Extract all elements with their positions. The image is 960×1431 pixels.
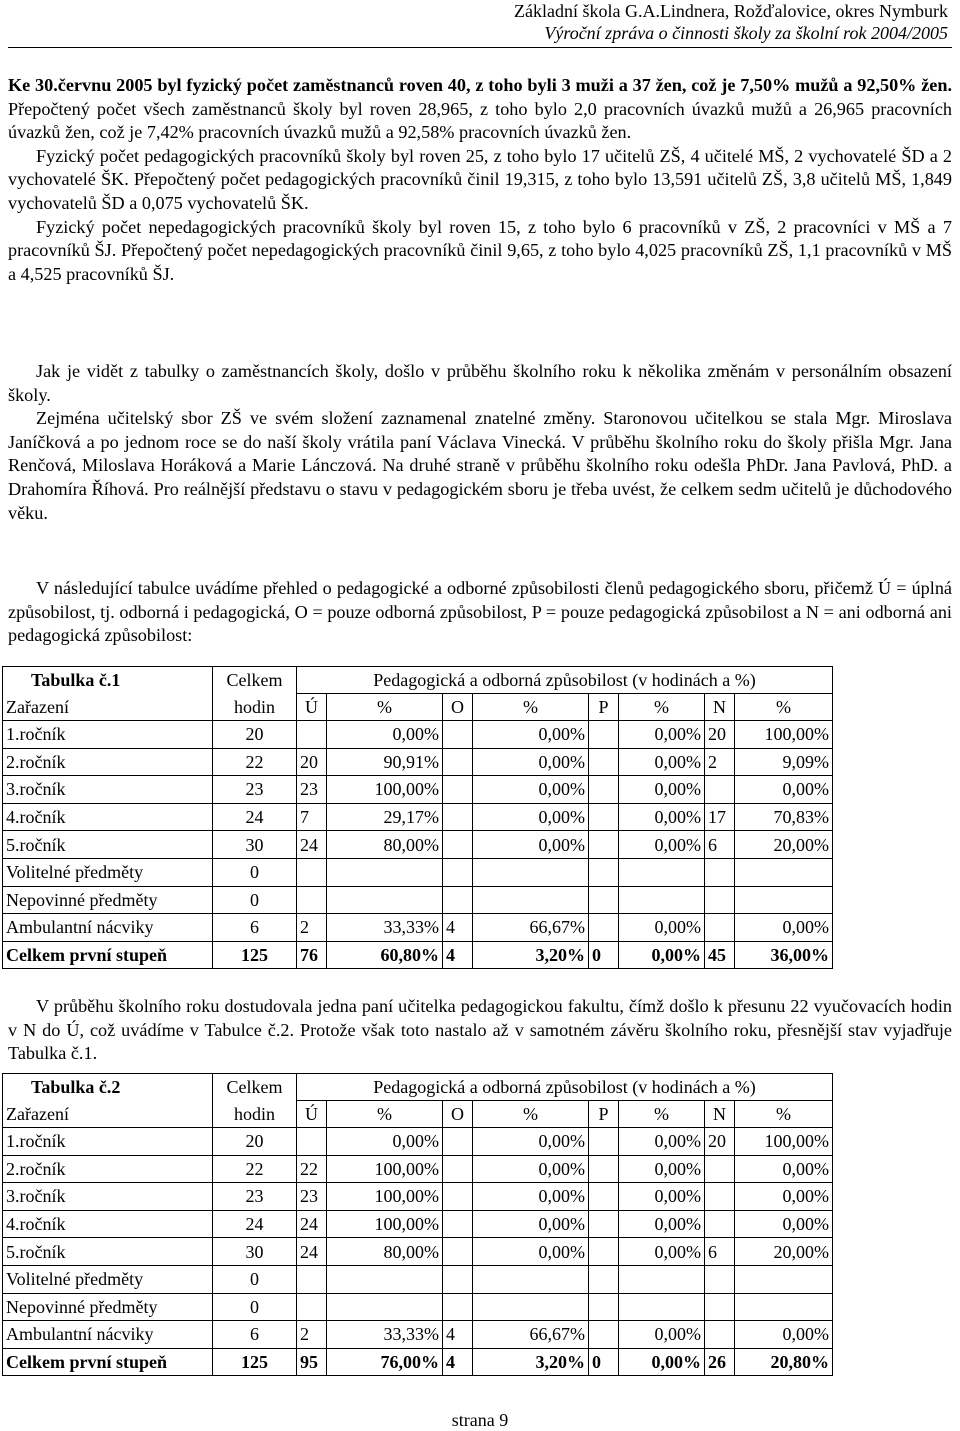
row-label: Volitelné předměty bbox=[3, 1265, 213, 1293]
table-cell: 100,00% bbox=[735, 721, 833, 749]
table-cell: 0,00% bbox=[327, 1128, 443, 1156]
table-cell: 0,00% bbox=[473, 721, 589, 749]
table-cell bbox=[619, 1265, 705, 1293]
table-cell: 0,00% bbox=[619, 803, 705, 831]
table-cell bbox=[443, 1183, 473, 1211]
table-cell: 0,00% bbox=[473, 1210, 589, 1238]
table-row bbox=[3, 1210, 833, 1238]
header-divider bbox=[8, 47, 952, 48]
row-label: Ambulantní nácviky bbox=[3, 914, 213, 942]
table-cell bbox=[589, 1183, 619, 1211]
table-cell: 0,00% bbox=[473, 1128, 589, 1156]
table-total-row bbox=[3, 1348, 833, 1376]
header-celkem: Celkem bbox=[213, 667, 297, 694]
table-cell: 0 bbox=[213, 886, 297, 914]
table-cell bbox=[443, 721, 473, 749]
table-qualification-2 bbox=[2, 1073, 833, 1376]
table-row bbox=[3, 748, 833, 776]
header-o: O bbox=[443, 694, 473, 721]
table-cell: 0,00% bbox=[735, 1183, 833, 1211]
header-hodin: hodin bbox=[213, 1101, 297, 1128]
table-cell: 0,00% bbox=[473, 1183, 589, 1211]
table-cell: 0,00% bbox=[619, 1128, 705, 1156]
table-cell: 29,17% bbox=[327, 803, 443, 831]
table-cell bbox=[297, 858, 327, 886]
table-row bbox=[3, 1265, 833, 1293]
table-cell: 100,00% bbox=[735, 1128, 833, 1156]
table-cell bbox=[443, 858, 473, 886]
table-cell bbox=[705, 1265, 735, 1293]
table-cell bbox=[443, 1155, 473, 1183]
table-cell: 24 bbox=[213, 1210, 297, 1238]
paragraph-personnel-changes: Jak je vidět z tabulky o zaměstnancích školy, došlo v průběhu školního roku k několika změnám v personálním obsazení školy. bbox=[8, 361, 952, 405]
table-cell: 0,00% bbox=[619, 941, 705, 969]
table-row bbox=[3, 721, 833, 749]
paragraph-staff-count bbox=[8, 74, 952, 145]
header-percent: % bbox=[735, 1101, 833, 1128]
table-cell bbox=[619, 1293, 705, 1321]
header-o: O bbox=[443, 1101, 473, 1128]
table-cell bbox=[589, 1128, 619, 1156]
table-cell bbox=[705, 858, 735, 886]
table-cell: 0,00% bbox=[619, 1183, 705, 1211]
table-cell: 20 bbox=[297, 748, 327, 776]
table-cell: 0,00% bbox=[619, 748, 705, 776]
header-u: Ú bbox=[297, 694, 327, 721]
table-cell bbox=[443, 1238, 473, 1266]
table-cell: 90,91% bbox=[327, 748, 443, 776]
paragraph-qualification-legend: V následující tabulce uvádíme přehled o pedagogické a odborné způsobilosti členů pedagogického sboru, přičemž Ú = úplná způsobilost, tj. odborná i pedagogická, O = pouze odborná způsobilost, P = pouze pedagogická způsobilost a N = ani odborná ani pedagogická způsobilost: bbox=[8, 578, 952, 646]
table-cell: 20,80% bbox=[735, 1348, 833, 1376]
table-cell: 125 bbox=[213, 941, 297, 969]
transfer-section bbox=[8, 995, 952, 1066]
table-cell: 45 bbox=[705, 941, 735, 969]
table-cell: 0,00% bbox=[473, 831, 589, 859]
table-cell: 0,00% bbox=[619, 1348, 705, 1376]
table-cell: 80,00% bbox=[327, 831, 443, 859]
table-cell: 0,00% bbox=[473, 748, 589, 776]
row-label: Volitelné předměty bbox=[3, 858, 213, 886]
table-cell: 0,00% bbox=[619, 1210, 705, 1238]
table-cell: 23 bbox=[297, 776, 327, 804]
table-cell: 76 bbox=[297, 941, 327, 969]
table-row bbox=[3, 1128, 833, 1156]
header-percent: % bbox=[327, 1101, 443, 1128]
table-cell: 6 bbox=[705, 831, 735, 859]
table-cell: 6 bbox=[213, 1321, 297, 1349]
table-cell bbox=[297, 1265, 327, 1293]
table-cell: 33,33% bbox=[327, 914, 443, 942]
header-n: N bbox=[705, 1101, 735, 1128]
table-cell bbox=[589, 1321, 619, 1349]
table-cell: 0,00% bbox=[473, 1238, 589, 1266]
row-label: 4.ročník bbox=[3, 1210, 213, 1238]
table-cell bbox=[443, 1210, 473, 1238]
table-cell: 3,20% bbox=[473, 941, 589, 969]
table-cell bbox=[589, 776, 619, 804]
table-cell bbox=[735, 858, 833, 886]
table-cell: 23 bbox=[297, 1183, 327, 1211]
page-header bbox=[348, 0, 948, 44]
table-cell: 24 bbox=[297, 831, 327, 859]
table-cell bbox=[443, 776, 473, 804]
header-school-name: Základní škola G.A.Lindnera, Rožďalovice, okres Nymburk bbox=[513, 1, 948, 21]
qualification-intro bbox=[8, 577, 952, 648]
table-cell bbox=[705, 1210, 735, 1238]
table-cell: 3,20% bbox=[473, 1348, 589, 1376]
table-cell bbox=[705, 1155, 735, 1183]
row-label: 1.ročník bbox=[3, 1128, 213, 1156]
table-subheader-row bbox=[3, 694, 833, 721]
table-cell: 66,67% bbox=[473, 914, 589, 942]
header-p: P bbox=[589, 694, 619, 721]
table-cell bbox=[589, 803, 619, 831]
table-cell bbox=[327, 886, 443, 914]
table-cell: 7 bbox=[297, 803, 327, 831]
table-cell bbox=[443, 1128, 473, 1156]
table-cell: 20 bbox=[213, 721, 297, 749]
table-cell: 20,00% bbox=[735, 831, 833, 859]
table-cell: 0 bbox=[213, 858, 297, 886]
header-n: N bbox=[705, 694, 735, 721]
row-label: 2.ročník bbox=[3, 748, 213, 776]
table-cell: 0,00% bbox=[735, 914, 833, 942]
table-cell: 0 bbox=[213, 1265, 297, 1293]
header-zarazeni: Zařazení bbox=[3, 694, 213, 721]
table-cell: 0 bbox=[589, 941, 619, 969]
table-title: Tabulka č.1 bbox=[3, 667, 213, 694]
table-cell bbox=[589, 1238, 619, 1266]
table-cell: 80,00% bbox=[327, 1238, 443, 1266]
paragraph-hours-transfer: V průběhu školního roku dostudovala jedna paní učitelka pedagogickou fakultu, čímž došlo k přesunu 22 vyučovacích hodin v N do Ú, což uvádíme v Tabulce č.2. Protože však toto nastalo až v samotném závěru školního roku, přesnější stav vyjadřuje Tabulka č.1. bbox=[8, 996, 952, 1064]
table-cell bbox=[297, 1128, 327, 1156]
table-cell: 6 bbox=[213, 914, 297, 942]
header-qualification-group: Pedagogická a odborná způsobilost (v hodinách a %) bbox=[297, 1074, 833, 1101]
table-cell: 0,00% bbox=[735, 776, 833, 804]
table-cell bbox=[619, 858, 705, 886]
header-qualification-group: Pedagogická a odborná způsobilost (v hodinách a %) bbox=[297, 667, 833, 694]
table-cell: 100,00% bbox=[327, 1183, 443, 1211]
header-percent: % bbox=[327, 694, 443, 721]
table-cell bbox=[443, 1265, 473, 1293]
table-cell: 70,83% bbox=[735, 803, 833, 831]
table-cell: 20 bbox=[213, 1128, 297, 1156]
header-hodin: hodin bbox=[213, 694, 297, 721]
table-cell: 4 bbox=[443, 914, 473, 942]
table-cell: 26 bbox=[705, 1348, 735, 1376]
header-percent: % bbox=[735, 694, 833, 721]
table-cell bbox=[473, 1293, 589, 1321]
table-cell: 4 bbox=[443, 1348, 473, 1376]
table-row bbox=[3, 1293, 833, 1321]
table-cell bbox=[735, 1265, 833, 1293]
table-cell: 76,00% bbox=[327, 1348, 443, 1376]
table-row bbox=[3, 858, 833, 886]
table-cell: 22 bbox=[213, 748, 297, 776]
table-cell bbox=[705, 886, 735, 914]
table-cell: 60,80% bbox=[327, 941, 443, 969]
row-label: 4.ročník bbox=[3, 803, 213, 831]
paragraph-teacher-changes: Zejména učitelský sbor ZŠ ve svém složení zaznamenal znatelné změny. Staronovou učitelkou se stala Mgr. Miroslava Janíčková a po jednom roce se do naší školy vrátila paní Václava Vinecká. V průběhu školního roku do školy přišla Mgr. Jana Renčová, Miloslava Horáková a Marie Lánczová. Na druhé straně v průběhu školního roku odešla PhDr. Jana Pavlová, PhD. a Drahomíra Říhová. Pro reálnější představu o stavu v pedagogickém sboru je třeba uvést, že celkem sedm učitelů je důchodového věku. bbox=[8, 408, 952, 523]
row-label: 2.ročník bbox=[3, 1155, 213, 1183]
table-row bbox=[3, 1183, 833, 1211]
table-cell: 24 bbox=[297, 1210, 327, 1238]
table-cell: 23 bbox=[213, 1183, 297, 1211]
table-cell: 2 bbox=[297, 1321, 327, 1349]
table-cell: 30 bbox=[213, 831, 297, 859]
table-cell bbox=[589, 831, 619, 859]
table-cell: 2 bbox=[705, 748, 735, 776]
row-label: 3.ročník bbox=[3, 1183, 213, 1211]
table-header-row bbox=[3, 1074, 833, 1101]
table-cell bbox=[589, 886, 619, 914]
table-cell: 24 bbox=[213, 803, 297, 831]
row-label: Celkem první stupeň bbox=[3, 941, 213, 969]
row-label: 5.ročník bbox=[3, 831, 213, 859]
table-cell: 20,00% bbox=[735, 1238, 833, 1266]
table-cell: 22 bbox=[297, 1155, 327, 1183]
table-cell bbox=[443, 886, 473, 914]
table-cell bbox=[705, 1293, 735, 1321]
table-cell bbox=[589, 914, 619, 942]
table-cell bbox=[589, 1265, 619, 1293]
table-cell: 100,00% bbox=[327, 1155, 443, 1183]
table-row bbox=[3, 1155, 833, 1183]
table-row bbox=[3, 831, 833, 859]
table-cell bbox=[735, 886, 833, 914]
table-cell: 24 bbox=[297, 1238, 327, 1266]
table-cell: 9,09% bbox=[735, 748, 833, 776]
row-label: Ambulantní nácviky bbox=[3, 1321, 213, 1349]
table-cell: 0,00% bbox=[619, 1155, 705, 1183]
table-cell: 100,00% bbox=[327, 1210, 443, 1238]
table-cell bbox=[589, 858, 619, 886]
table-cell: 0,00% bbox=[619, 831, 705, 859]
table-cell: 33,33% bbox=[327, 1321, 443, 1349]
table-cell bbox=[473, 1265, 589, 1293]
table-cell bbox=[327, 1265, 443, 1293]
table-cell bbox=[589, 748, 619, 776]
table-cell: 0,00% bbox=[473, 776, 589, 804]
table-cell: 0,00% bbox=[327, 721, 443, 749]
table-cell: 30 bbox=[213, 1238, 297, 1266]
table-cell bbox=[473, 886, 589, 914]
header-zarazeni: Zařazení bbox=[3, 1101, 213, 1128]
table-row bbox=[3, 1321, 833, 1349]
table-cell: 4 bbox=[443, 941, 473, 969]
table-cell bbox=[297, 886, 327, 914]
paragraph-pedagogical-staff: Fyzický počet pedagogických pracovníků školy byl roven 25, z toho bylo 17 učitelů ZŠ, 4 učitelé MŠ, 2 vychovatelé ŠD a 2 vychovatelé ŠK. Přepočtený počet pedagogických pracovníků činil 19,315, z toho bylo 13,591 učitelů ZŠ, 3,8 učitelů MŠ, 1,849 vychovatelů ŠD a 0,075 vychovatelů ŠK. bbox=[8, 145, 952, 213]
table-cell: 0,00% bbox=[619, 1321, 705, 1349]
table-cell: 100,00% bbox=[327, 776, 443, 804]
row-label: Nepovinné předměty bbox=[3, 1293, 213, 1321]
table-row bbox=[3, 1238, 833, 1266]
table-cell: 0 bbox=[589, 1348, 619, 1376]
table-cell: 0 bbox=[213, 1293, 297, 1321]
table-cell: 36,00% bbox=[735, 941, 833, 969]
table-cell bbox=[443, 748, 473, 776]
table-cell bbox=[705, 776, 735, 804]
row-label: 1.ročník bbox=[3, 721, 213, 749]
table-qualification-1 bbox=[2, 666, 833, 969]
table-row bbox=[3, 776, 833, 804]
table-cell: 0,00% bbox=[619, 914, 705, 942]
table-cell: 0,00% bbox=[735, 1321, 833, 1349]
table-cell: 0,00% bbox=[735, 1210, 833, 1238]
table-cell: 2 bbox=[297, 914, 327, 942]
table-row bbox=[3, 914, 833, 942]
table-cell bbox=[443, 1293, 473, 1321]
table-cell bbox=[705, 914, 735, 942]
table-cell bbox=[705, 1183, 735, 1211]
table-total-row bbox=[3, 941, 833, 969]
table-cell: 95 bbox=[297, 1348, 327, 1376]
table-cell bbox=[735, 1293, 833, 1321]
staff-section bbox=[8, 74, 952, 286]
table-cell bbox=[327, 1293, 443, 1321]
table-subheader-row bbox=[3, 1101, 833, 1128]
table-cell: 22 bbox=[213, 1155, 297, 1183]
table-cell: 17 bbox=[705, 803, 735, 831]
table-cell: 0,00% bbox=[619, 721, 705, 749]
table-cell: 0,00% bbox=[619, 776, 705, 804]
row-label: 3.ročník bbox=[3, 776, 213, 804]
staff-count-rest: Přepočtený počet všech zaměstnanců školy byl roven 28,965, z toho bylo 2,0 pracovních úvazků mužů a 26,965 pracovních úvazků žen, což je 7,42% pracovních úvazků mužů a 92,58% pracovních úvazků žen. bbox=[8, 98, 952, 143]
table-cell bbox=[589, 1293, 619, 1321]
header-report-title: Výroční zpráva o činnosti školy za školní rok 2004/2005 bbox=[544, 23, 948, 43]
table-cell: 125 bbox=[213, 1348, 297, 1376]
table-cell bbox=[327, 858, 443, 886]
table-cell bbox=[619, 886, 705, 914]
table-cell: 4 bbox=[443, 1321, 473, 1349]
header-p: P bbox=[589, 1101, 619, 1128]
table-title: Tabulka č.2 bbox=[3, 1074, 213, 1101]
table-row bbox=[3, 886, 833, 914]
table-row bbox=[3, 803, 833, 831]
header-percent: % bbox=[619, 694, 705, 721]
table-cell bbox=[443, 831, 473, 859]
table-cell bbox=[297, 1293, 327, 1321]
header-percent: % bbox=[473, 694, 589, 721]
table-cell bbox=[589, 721, 619, 749]
row-label: Celkem první stupeň bbox=[3, 1348, 213, 1376]
table-cell: 0,00% bbox=[473, 803, 589, 831]
table-cell bbox=[443, 803, 473, 831]
table-cell: 23 bbox=[213, 776, 297, 804]
header-celkem: Celkem bbox=[213, 1074, 297, 1101]
table-cell bbox=[589, 1210, 619, 1238]
table-cell bbox=[705, 1321, 735, 1349]
table-header-row bbox=[3, 667, 833, 694]
header-percent: % bbox=[473, 1101, 589, 1128]
header-u: Ú bbox=[297, 1101, 327, 1128]
row-label: Nepovinné předměty bbox=[3, 886, 213, 914]
table-cell bbox=[589, 1155, 619, 1183]
table-cell: 0,00% bbox=[735, 1155, 833, 1183]
row-label: 5.ročník bbox=[3, 1238, 213, 1266]
table-cell: 20 bbox=[705, 721, 735, 749]
staff-count-bold: Ke 30.červnu 2005 byl fyzický počet zaměstnanců roven 40, z toho byli 3 muži a 37 žen, což je 7,50% mužů a 92,50% žen. bbox=[8, 75, 952, 95]
header-percent: % bbox=[619, 1101, 705, 1128]
paragraph-non-pedagogical-staff: Fyzický počet nepedagogických pracovníků školy byl roven 15, z toho bylo 6 pracovníků v ZŠ, 2 pracovníci v MŠ a 7 pracovníků ŠJ. Přepočtený počet nepedagogických pracovníků činil 9,65, z toho bylo 4,025 pracovníků ZŠ, 1,1 pracovníků v MŠ a 4,525 pracovníků ŠJ. bbox=[8, 216, 952, 284]
table-cell bbox=[473, 858, 589, 886]
table-cell: 66,67% bbox=[473, 1321, 589, 1349]
table-cell: 0,00% bbox=[619, 1238, 705, 1266]
table-cell: 20 bbox=[705, 1128, 735, 1156]
page-number: strana 9 bbox=[451, 1410, 509, 1430]
table-cell bbox=[297, 721, 327, 749]
table-cell: 0,00% bbox=[473, 1155, 589, 1183]
table-cell: 6 bbox=[705, 1238, 735, 1266]
changes-section bbox=[8, 360, 952, 525]
